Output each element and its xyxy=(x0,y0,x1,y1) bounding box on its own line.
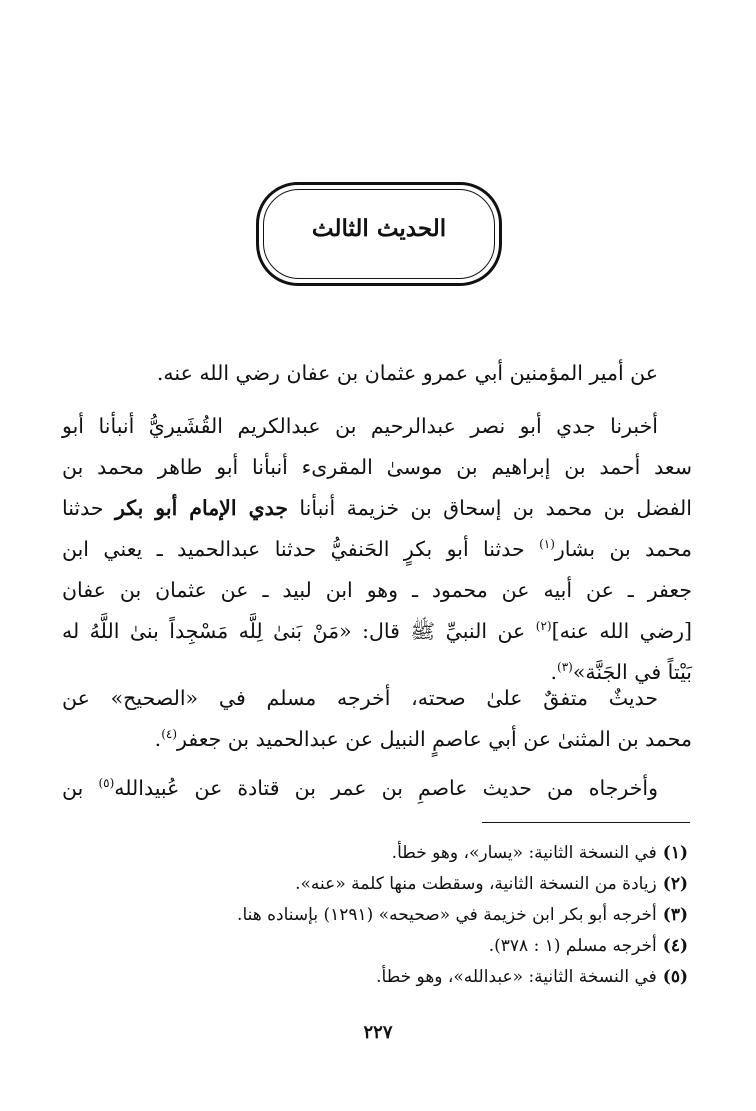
footnote-number: (٣) xyxy=(662,905,688,925)
isnad-line-4 xyxy=(62,529,692,570)
takhrij-paragraph xyxy=(62,678,692,760)
footnotes xyxy=(68,838,688,993)
takhrij-line-2 xyxy=(62,719,692,760)
page-number: ٢٢٧ xyxy=(363,1022,393,1043)
footnote-ref-5: (٥) xyxy=(98,776,115,791)
chapter-title: الحديث الثالث xyxy=(311,215,447,242)
isnad-line-2: سعد أحمد بن إبراهيم بن موسىٰ المقرىء أنبأنا أبو طاهر محمد بن xyxy=(62,455,692,479)
footnote-3 xyxy=(68,900,688,931)
chapter-title-frame xyxy=(256,182,502,286)
isnad-line-3-b: حدثنا xyxy=(62,496,104,520)
continuation-paragraph xyxy=(62,768,692,809)
intro-paragraph xyxy=(62,353,692,394)
footnote-text: في النسخة الثانية: «عبدالله»، وهو خطأ. xyxy=(376,967,657,987)
isnad-line-7-b: . xyxy=(550,660,558,684)
isnad-bold-name: جدي الإمام أبو بكر xyxy=(114,496,289,520)
isnad-line-1: أخبرنا جدي أبو نصر عبدالرحيم بن عبدالكريم القُشَيريُّ أنبأنا أبو xyxy=(62,414,658,438)
takhrij-line-2-b: . xyxy=(154,727,162,751)
takhrij-line-2-a: محمد بن المثنىٰ عن أبي عاصمٍ النبيل عن عبدالحميد بن جعفر xyxy=(177,727,692,751)
footnote-text: أخرجه مسلم (١ : ٣٧٨). xyxy=(488,936,657,956)
isnad-line-5: جعفر ـ عن أبيه عن محمود ـ وهو ابن لبيد ـ عن عثمان بن عفان xyxy=(62,578,692,602)
isnad-line-6 xyxy=(62,611,692,652)
footnote-number: (٥) xyxy=(662,967,688,987)
footnote-ref-2: (٢) xyxy=(535,619,552,634)
continuation-line-1 xyxy=(62,768,692,809)
footnote-ref-4: (٤) xyxy=(161,727,178,742)
isnad-paragraph xyxy=(62,406,692,693)
continuation-line-1-a: وأخرجاه من حديث عاصمِ بن عمر بن قتادة عن عُبيدالله xyxy=(114,776,658,800)
isnad-line-3-a: الفضل بن محمد بن إسحاق بن خزيمة أنبأنا xyxy=(299,496,692,520)
footnote-text: في النسخة الثانية: «يسار»، وهو خطأ. xyxy=(391,843,657,863)
takhrij-line-1: حديثٌ متفقٌ علىٰ صحته، أخرجه مسلم في «الصحيح» عن xyxy=(62,686,658,710)
isnad-line-6-b: عن النبيِّ ﷺ قال: «مَنْ بَنىٰ لِلَّه مَسْجِداً بنىٰ اللَّهُ له xyxy=(62,619,526,643)
footnote-number: (٢) xyxy=(662,874,688,894)
isnad-line-7-a: بَيْتاً في الجَنَّة» xyxy=(572,660,692,684)
footnote-number: (١) xyxy=(662,843,688,863)
continuation-line-1-b: بن xyxy=(62,776,84,800)
footnote-2 xyxy=(68,869,688,900)
footnote-number: (٤) xyxy=(662,936,688,956)
footnote-ref-3: (٣) xyxy=(557,660,573,675)
footnote-5 xyxy=(68,962,688,993)
isnad-line-4-b: حدثنا أبو بكرٍ الحَنفيُّ حدثنا عبدالحميد ـ يعني ابن xyxy=(62,537,525,561)
footnote-4 xyxy=(68,931,688,962)
isnad-line-3 xyxy=(62,488,692,529)
isnad-line-4-a: محمد بن بشار xyxy=(554,537,692,561)
intro-line: عن أمير المؤمنين أبي عمرو عثمان بن عفان رضي الله عنه. xyxy=(156,361,658,385)
isnad-line-6-a: [رضي الله عنه] xyxy=(551,619,692,643)
footnote-text: زيادة من النسخة الثانية، وسقطت منها كلمة «عنه». xyxy=(295,874,657,894)
footnote-text: أخرجه أبو بكر ابن خزيمة في «صحيحه» (١٢٩١) بإسناده هنا. xyxy=(237,905,657,925)
footnote-separator xyxy=(482,822,690,823)
footnote-1 xyxy=(68,838,688,869)
footnote-ref-1: (١) xyxy=(539,537,555,552)
